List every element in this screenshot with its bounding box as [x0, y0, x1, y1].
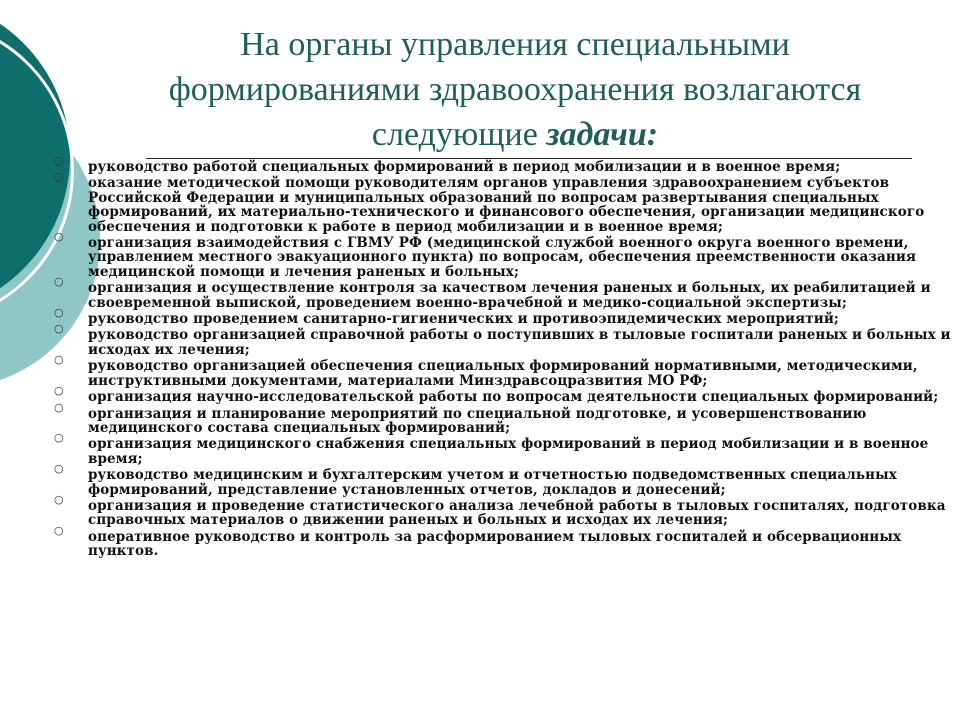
- bullet-circle-icon: ○: [54, 322, 64, 336]
- bullet-circle-icon: ○: [54, 523, 64, 537]
- task-item: [50, 170, 955, 235]
- task-text: организация научно-исследовательской работы по вопросам деятельности специальных формирований;: [88, 389, 939, 406]
- bullet-circle-icon: ○: [54, 154, 64, 167]
- task-item: [50, 400, 955, 436]
- bullet-circle-icon: ○: [54, 492, 64, 506]
- task-text: руководство медицинским и бухгалтерским учетом и отчетностью подведомственных специальных формирований, представление установленных отчетов, докладов и донесений;: [88, 467, 897, 498]
- task-item: [50, 275, 955, 311]
- task-item: [50, 384, 955, 406]
- task-item: [50, 431, 955, 467]
- bullet-circle-icon: ○: [54, 230, 64, 244]
- bullet-circle-icon: ○: [54, 306, 64, 320]
- task-text: руководство работой специальных формирований в период мобилизации и в военное время;: [88, 159, 841, 175]
- task-item: [50, 322, 955, 358]
- task-item: [50, 306, 955, 328]
- bullet-circle-icon: ○: [54, 275, 64, 289]
- task-text: организация взаимодействия с ГВМУ РФ (медицинской службой военного округа военного времени, управлением местного эвакуационного пункта) по вопросам, обеспечения преемственности оказания медицинской помощи и лечения раненых и больных;: [88, 235, 917, 280]
- task-text: организация и проведение статистического анализа лечебной работы в тыловых госпиталях, подготовка справочных материалов о движении раненых и больных и исходах их лечения;: [88, 497, 946, 529]
- task-item: [50, 492, 955, 529]
- task-text: организация и осуществление контроля за качеством лечения раненых и больных, их реабилитацией и своевременной выпиской, проведением военно-врачебной и медико-социальной экспертизы;: [88, 280, 931, 311]
- title-line-2: формированиями здравоохранения возлагаются: [168, 71, 862, 108]
- bullet-circle-icon: ○: [54, 431, 64, 445]
- title-line-1: На органы управления специальными: [240, 26, 790, 63]
- bullet-circle-icon: ○: [54, 170, 64, 184]
- bullet-circle-icon: ○: [54, 400, 64, 414]
- task-item: [50, 353, 955, 389]
- task-text: руководство организацией обеспечения специальных формирований нормативными, методическими, инструктивными документами, материалами Минздравсоцразвития МО РФ;: [88, 358, 918, 389]
- task-text: организация и планирование мероприятий по специальной подготовке, и усовершенствованию медицинского состава специальных формирований;: [88, 405, 867, 436]
- task-text: руководство проведением санитарно-гигиенических и противоэпидемических мероприятий;: [88, 311, 840, 328]
- bullet-circle-icon: ○: [54, 384, 64, 398]
- bullet-circle-icon: ○: [54, 353, 64, 367]
- task-text: оказание методической помощи руководителям органов управления здравоохранением субъектов Российской Федерации и муниципальных образований по вопросам развертывания специальных формирований, их материально-технического и финансового обеспечения, организации медицинского обеспечения и подготовки к работе в период мобилизации и в военное время;: [88, 175, 925, 235]
- task-item: [50, 523, 955, 560]
- task-text: руководство организацией справочной работы о поступивших в тыловые госпитали раненых и больных и исходах их лечения;: [88, 327, 951, 358]
- task-text: организация медицинского снабжения специальных формирований в период мобилизации и в военное время;: [88, 436, 929, 467]
- title-line-3: [120, 112, 910, 157]
- task-text: оперативное руководство и контроль за расформированием тыловых госпиталей и обсервационных пунктов.: [88, 528, 902, 560]
- title-accent-word: задачи:: [546, 116, 659, 153]
- task-item: [50, 462, 955, 498]
- task-item: [50, 154, 955, 175]
- task-item: [50, 230, 955, 280]
- title-line-3-prefix: следующие: [371, 116, 547, 153]
- bullet-circle-icon: ○: [54, 462, 64, 476]
- task-list: [50, 154, 955, 561]
- slide-title: [120, 22, 910, 157]
